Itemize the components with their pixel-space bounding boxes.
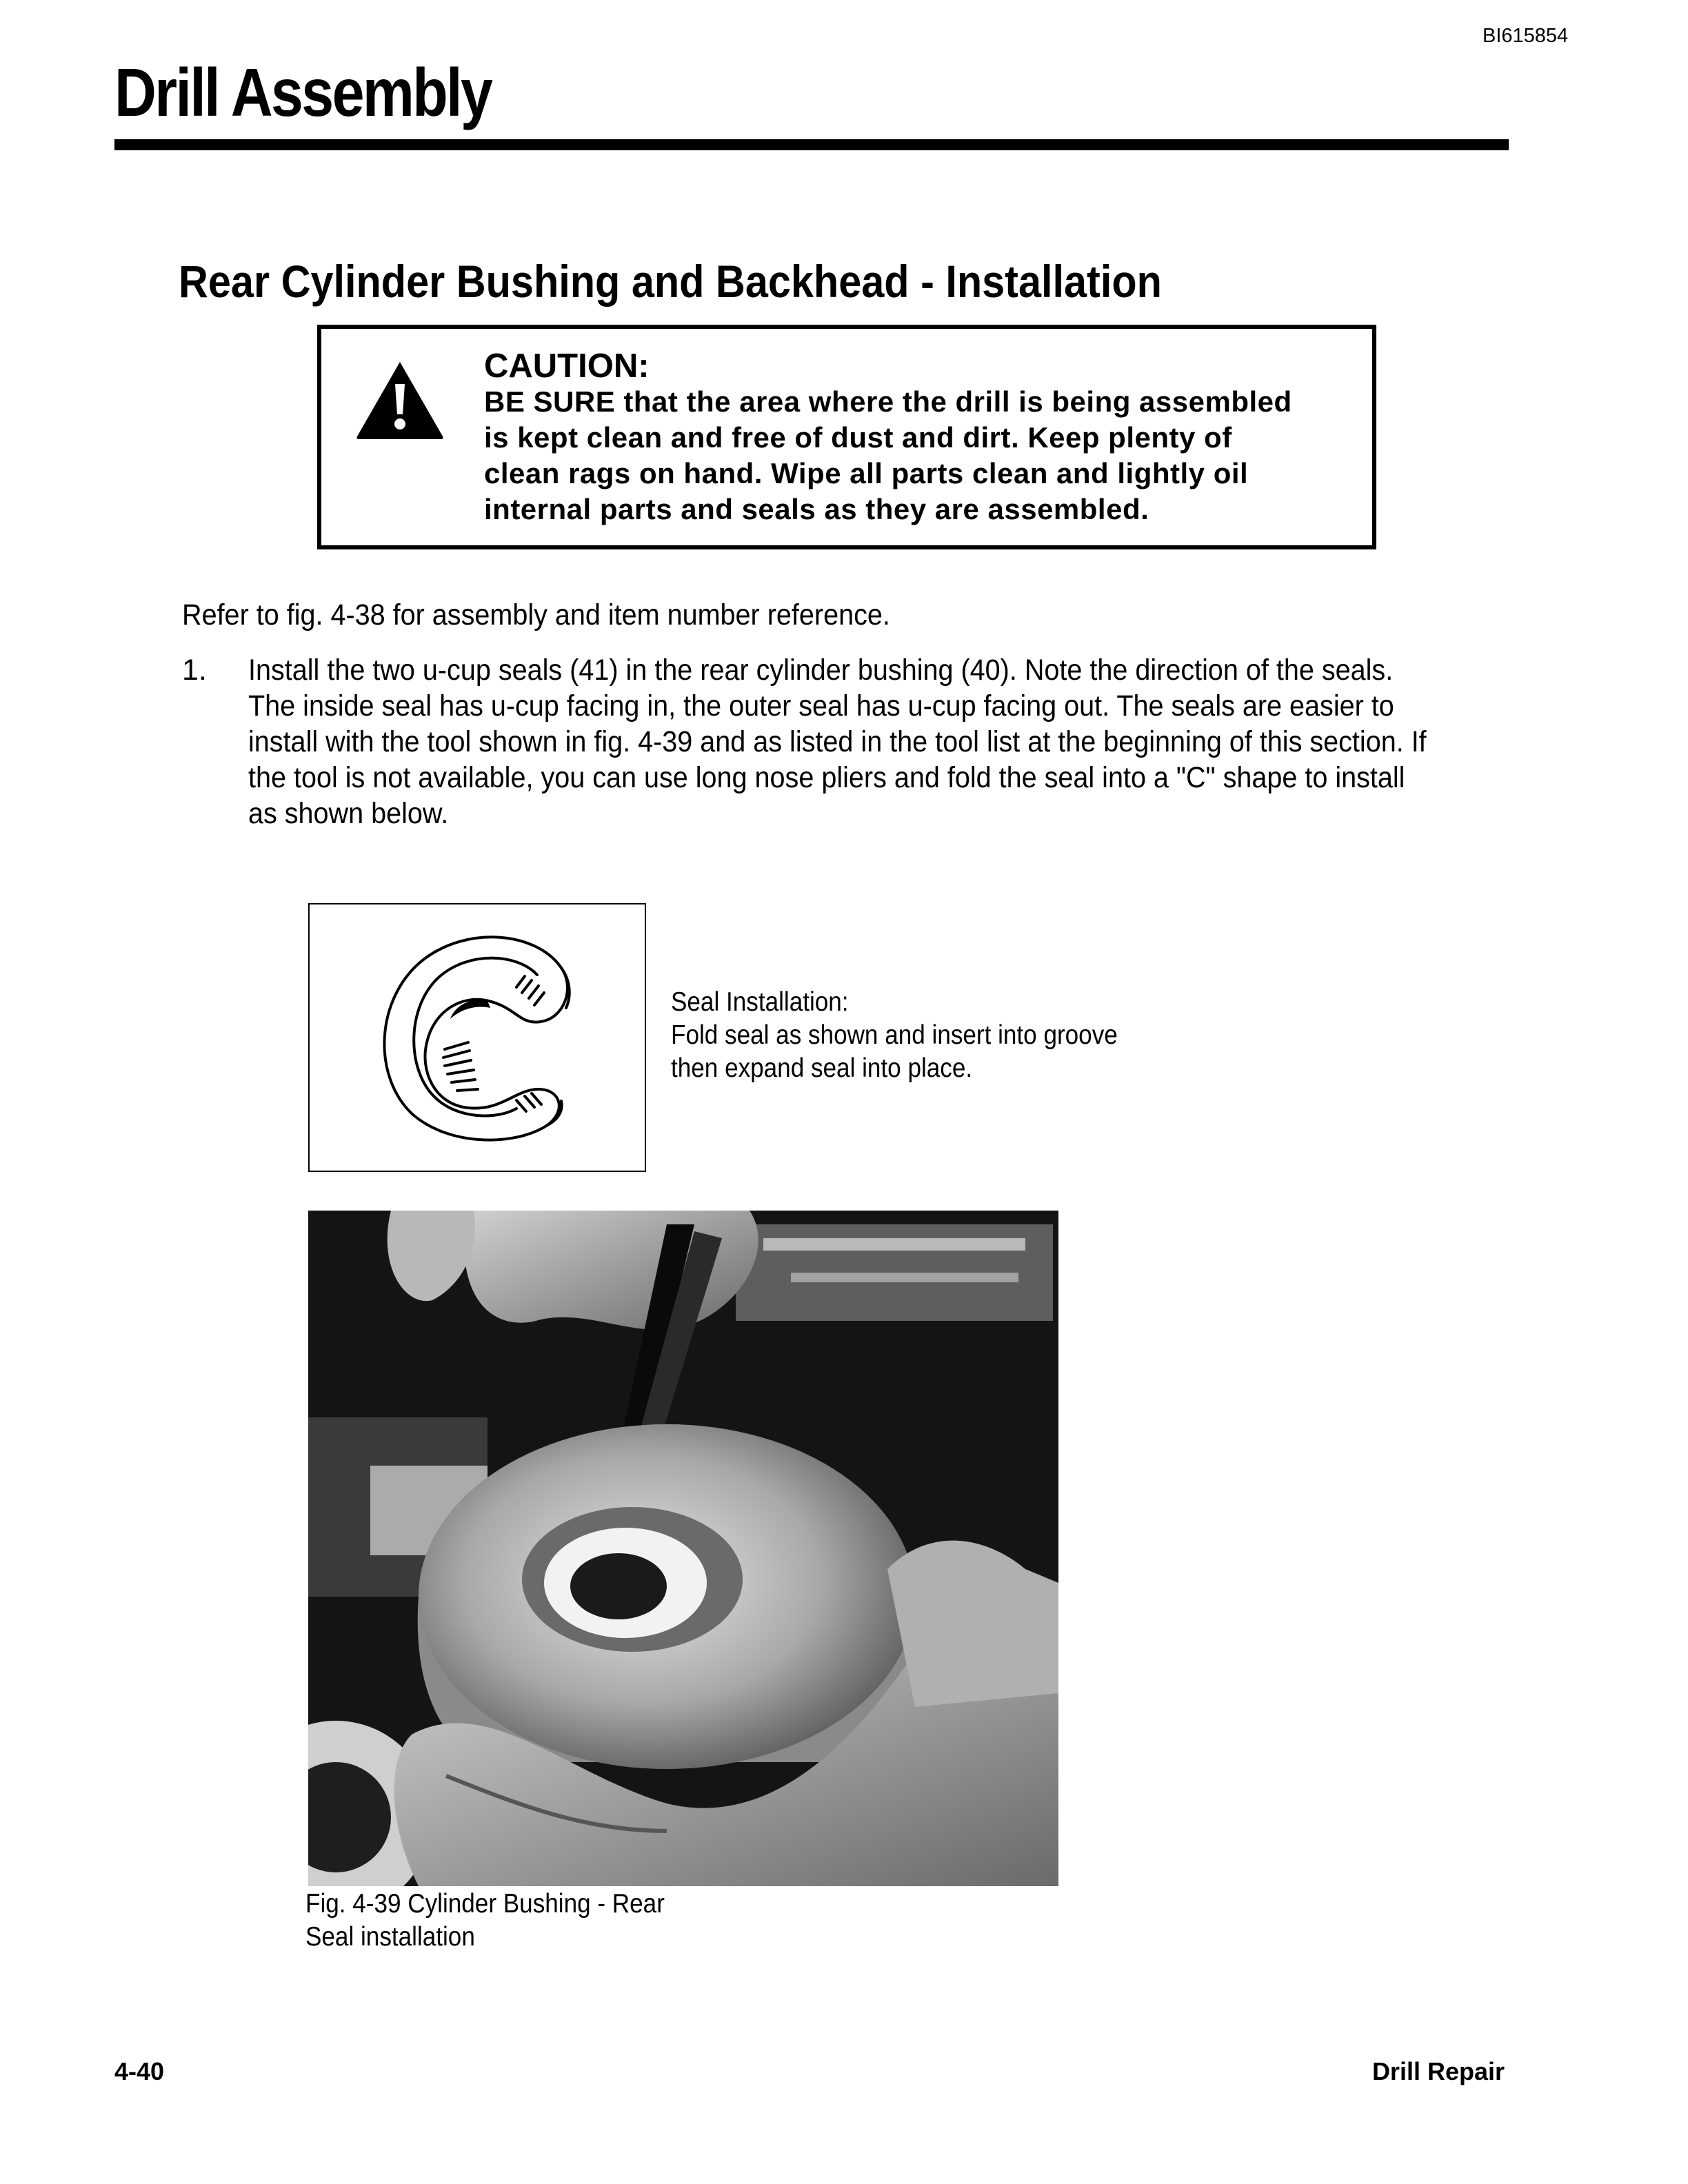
step-number: 1. [182, 654, 207, 687]
section-name: Drill Repair [1372, 2057, 1505, 2085]
folded-seal-illustration [310, 904, 645, 1171]
step-line: the tool is not available, you can use long nose pliers and fold the seal into a "C" shape to install [248, 761, 1405, 794]
caution-line: internal parts and seals as they are assembled. [484, 493, 1149, 525]
photo-caption-line: Fig. 4-39 Cylinder Bushing - Rear [305, 1889, 665, 1919]
step-line: as shown below. [248, 797, 449, 830]
seal-caption-line: Fold seal as shown and insert into groove [671, 1020, 1118, 1050]
seal-caption-line: Seal Installation: [671, 987, 849, 1017]
doc-id: BI615854 [1483, 25, 1569, 47]
page-number: 4-40 [114, 2057, 165, 2085]
page-title: Drill Assembly [114, 54, 492, 130]
seal-caption [671, 986, 1118, 1085]
caution-text [484, 384, 1346, 527]
step-line: Install the two u-cup seals (41) in the rear cylinder bushing (40). Note the direction of the seals. [248, 654, 1394, 687]
seal-caption-line: then expand seal into place. [671, 1053, 973, 1083]
caution-label: CAUTION: [484, 347, 650, 385]
intro-paragraph: Refer to fig. 4-38 for assembly and item number reference. [182, 598, 890, 631]
seal-figure-box [308, 903, 646, 1172]
caution-box [317, 325, 1376, 549]
section-heading: Rear Cylinder Bushing and Backhead - Installation [179, 256, 1162, 307]
caution-line: BE SURE that the area where the drill is being assembled [484, 385, 1292, 418]
title-rule [114, 139, 1509, 150]
warning-triangle-icon [354, 358, 445, 441]
step-line: The inside seal has u-cup facing in, the outer seal has u-cup facing out. The seals are easier to [248, 689, 1394, 722]
step-text [248, 652, 1485, 831]
seal-installation-photo [308, 1211, 1058, 1886]
caution-line: clean rags on hand. Wipe all parts clean and lightly oil [484, 457, 1249, 489]
photo-caption-line: Seal installation [305, 1922, 475, 1952]
photo-caption [305, 1888, 665, 1954]
caution-line: is kept clean and free of dust and dirt. Keep plenty of [484, 421, 1232, 454]
step-line: install with the tool shown in fig. 4-39 and as listed in the tool list at the beginning of this section. If [248, 725, 1427, 758]
